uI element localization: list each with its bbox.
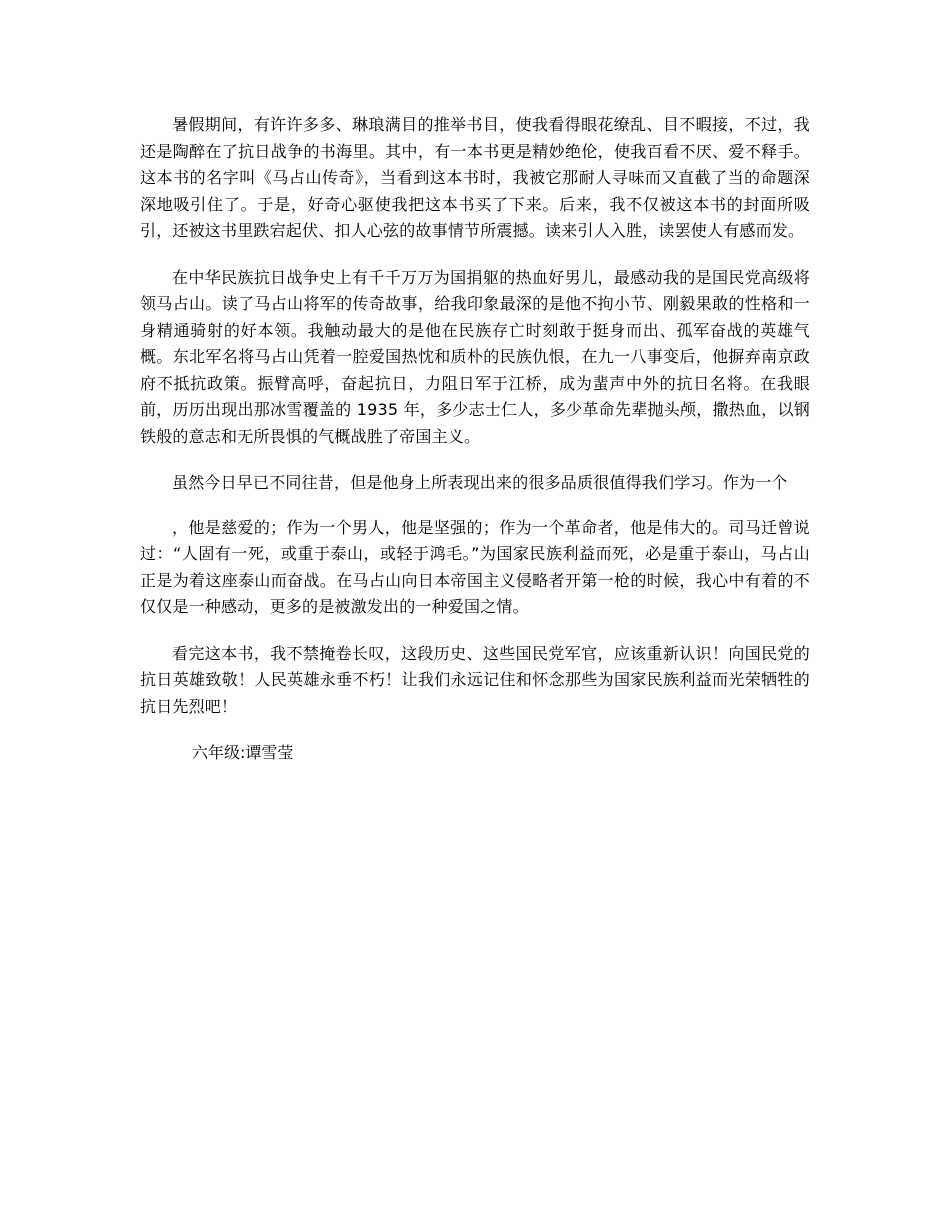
paragraph-4: ，他是慈爱的；作为一个男人，他是坚强的；作为一个革命者，他是伟大的。司马迁曾说过：“人固有一死，或重于泰山，或轻于鸿毛。”为国家民族利益而死，必是重于泰山，马占山正是为着这座泰山而奋战。在马占山向日本帝国主义侵略者开第一枪的时候，我心中有着的不仅仅是一种感动，更多的是被激发出的一种爱国之情。 <box>140 517 810 616</box>
paragraph-5: 看完这本书，我不禁掩卷长叹，这段历史、这些国民党军官，应该重新认识！向国民党的抗日英雄致敬！人民英雄永垂不朽！让我们永远记住和怀念那些为国家民族利益而光荣牺牲的抗日先烈吧！ <box>140 643 810 716</box>
document-body <box>140 112 810 766</box>
author-signature: 六年级:谭雪莹 <box>192 743 294 762</box>
paragraph-1: 暑假期间，有许许多多、琳琅满目的推举书目，使我看得眼花缭乱、目不暇接，不过，我还是陶醉在了抗日战争的书海里。其中，有一本书更是精妙绝伦，使我百看不厌、爱不释手。这本书的名字叫《马占山传奇》，当看到这本书时，我被它那耐人寻味而又直截了当的命题深深地吸引住了。于是，好奇心驱使我把这本书买了下来。后来，我不仅被这本书的封面所吸引，还被这书里跌宕起伏、扣人心弦的故事情节所震撼。读来引人入胜，读罢使人有感而发。 <box>140 115 810 240</box>
paragraph-2: 在中华民族抗日战争史上有千千万万为国捐躯的热血好男儿，最感动我的是国民党高级将领马占山。读了马占山将军的传奇故事，给我印象最深的是他不拘小节、刚毅果敢的性格和一身精通骑射的好本领。我触动最大的是他在民族存亡时刻敢于挺身而出、孤军奋战的英雄气概。东北军名将马占山凭着一腔爱国热忱和质朴的民族仇恨，在九一八事变后，他摒弃南京政府不抵抗政策。振臂高呼，奋起抗日，力阻日军于江桥，成为蜚声中外的抗日名将。在我眼前，历历出现出那冰雪覆盖的 1935 年，多少志士仁人，多少革命先辈抛头颅，撒热血，以钢铁般的意志和无所畏惧的气概战胜了帝国主义。 <box>140 267 810 446</box>
paragraph-3: 虽然今日早已不同往昔，但是他身上所表现出来的很多品质很值得我们学习。作为一个 <box>172 473 788 492</box>
